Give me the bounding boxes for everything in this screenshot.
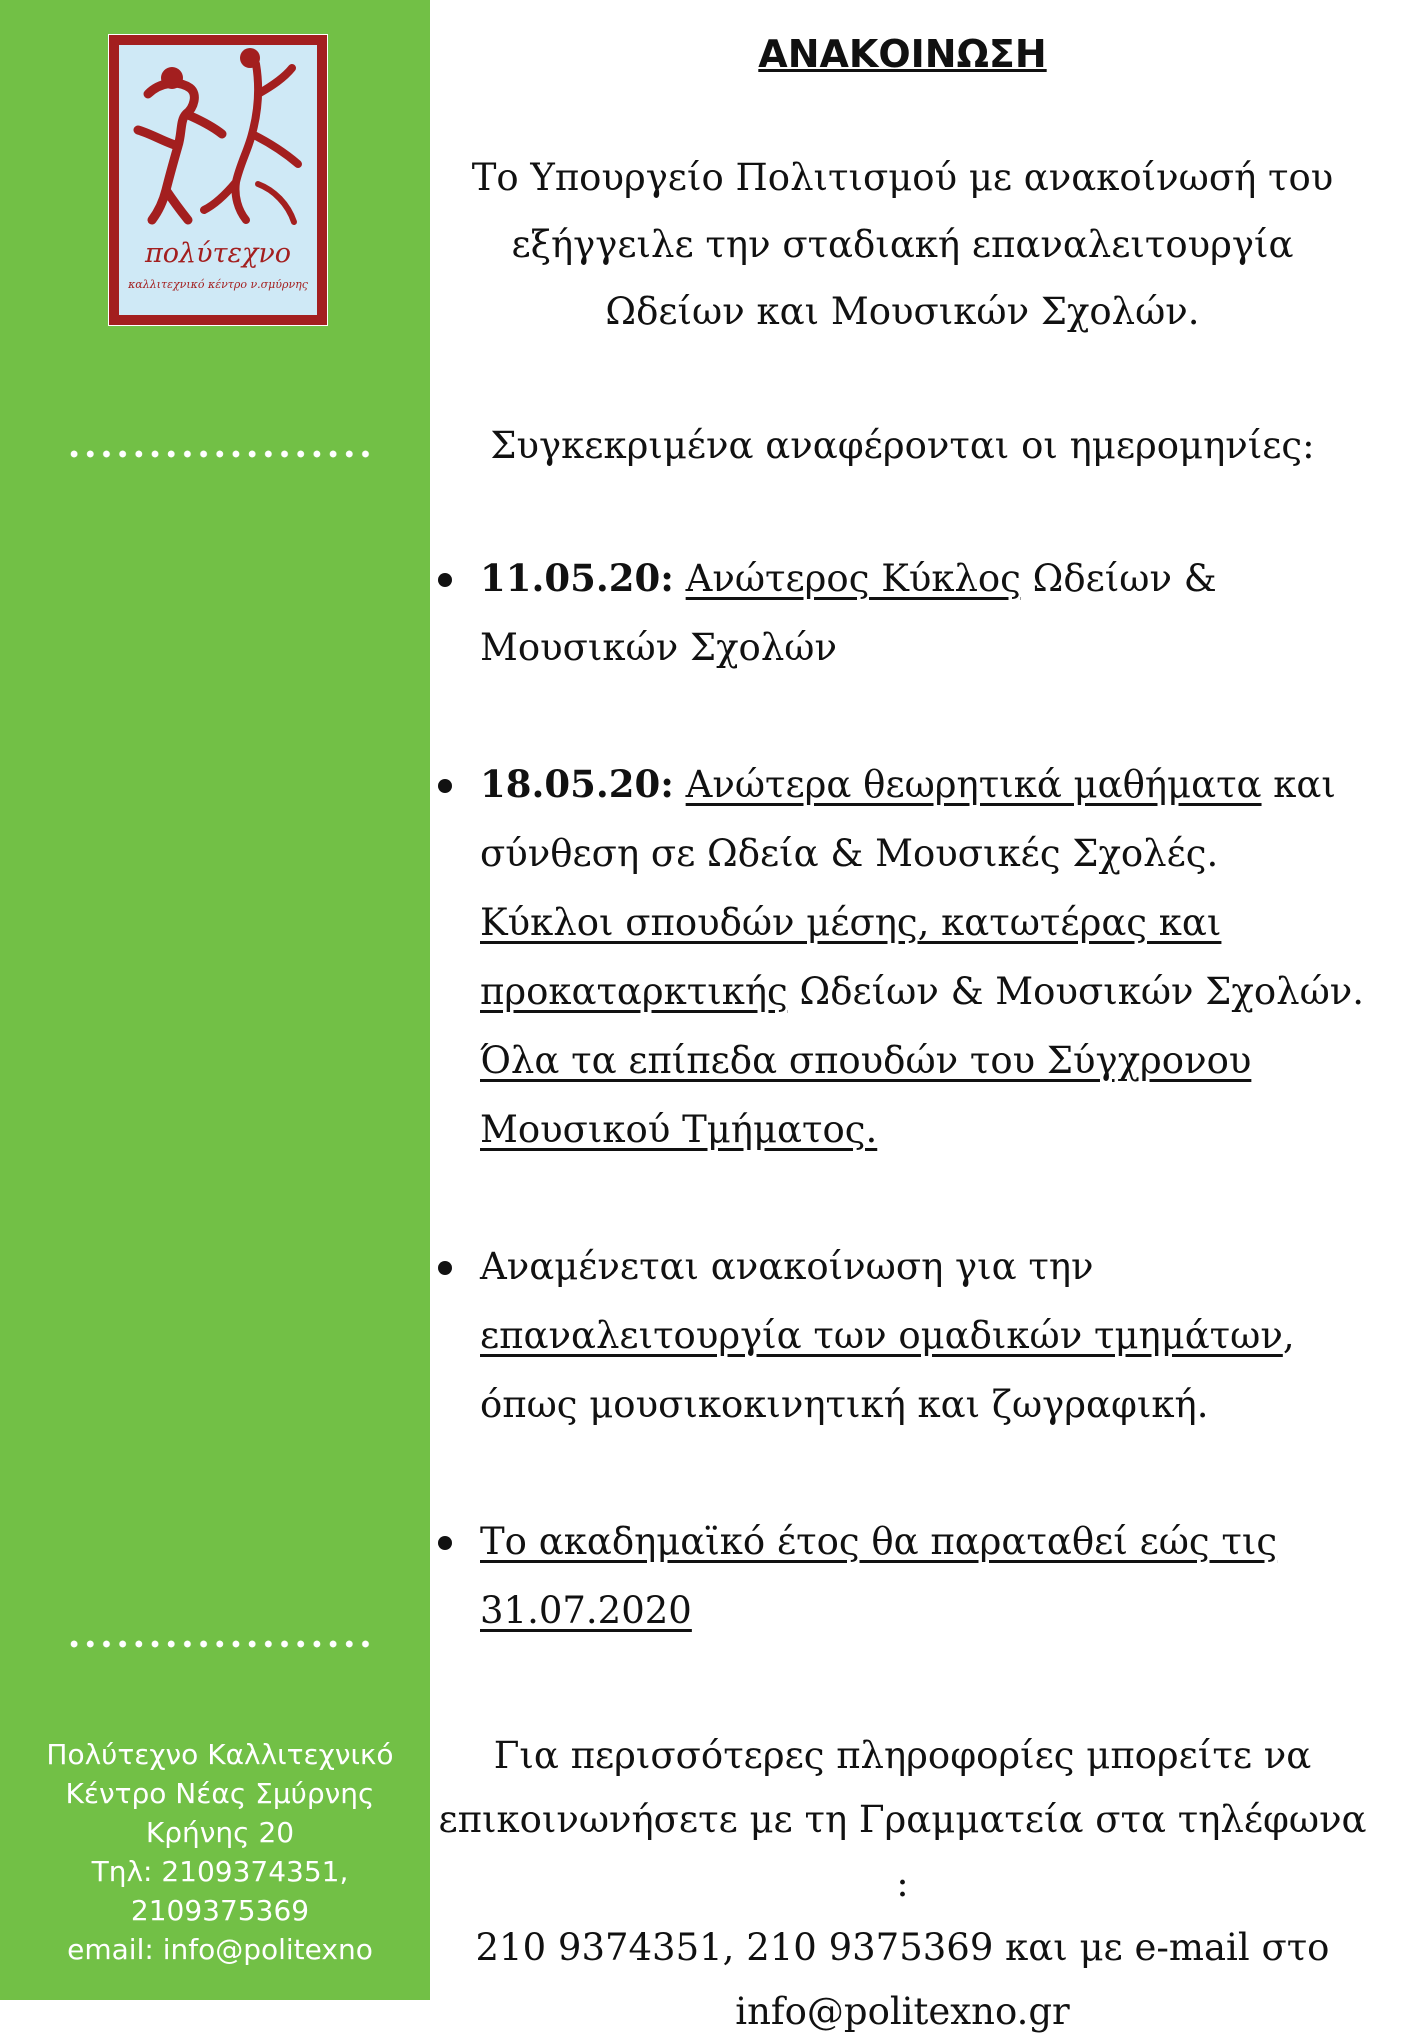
dotted-divider-bottom xyxy=(66,1640,374,1648)
dates-intro: Συγκεκριμένα αναφέρονται οι ημερομηνίες: xyxy=(490,424,1315,467)
contact-name-line1: Πολύτεχνο Καλλιτεχνικό xyxy=(46,1738,394,1771)
list-item xyxy=(430,1232,1414,1439)
item-underlined-text: προκαταρκτικής xyxy=(480,970,788,1013)
contact-address: Κρήνης 20 xyxy=(145,1816,295,1849)
dancer-logo-icon xyxy=(108,34,328,326)
list-item xyxy=(430,750,1414,1164)
intro-line: Το Υπουργείο Πολιτισμού με ανακοίνωσή του xyxy=(471,156,1334,199)
announcement-list xyxy=(430,544,1414,1713)
footer-info xyxy=(430,1724,1375,2044)
contact-phone-line2: 2109375369 xyxy=(130,1894,310,1927)
item-underlined-text: Ανώτερος Κύκλος xyxy=(685,557,1021,600)
item-underlined-text: επαναλειτουργία των ομαδικών τμημάτων xyxy=(480,1314,1283,1357)
item-text: Ωδείων & xyxy=(1020,557,1217,600)
contact-phone-line1: Τηλ: 2109374351, xyxy=(91,1855,349,1888)
item-underlined-text: Ανώτερα θεωρητικά μαθήματα xyxy=(685,763,1262,806)
politexno-logo xyxy=(108,34,328,326)
intro-line: Ωδείων και Μουσικών Σχολών. xyxy=(605,290,1200,333)
footer-email-link[interactable]: info@politexno.gr xyxy=(735,1990,1070,2033)
page-title: ΑΝΑΚΟΙΝΩΣΗ xyxy=(758,32,1047,76)
footer-line: 210 9374351, 210 9375369 και με e-mail στο xyxy=(475,1926,1330,1969)
item-text: Μουσικών Σχολών xyxy=(480,626,837,669)
logo-wordmark: πολύτεχνο xyxy=(145,238,291,269)
intro-line: εξήγγειλε την σταδιακή επαναλειτουργία xyxy=(511,223,1294,266)
announcement-body xyxy=(430,0,1414,2033)
item-text: , xyxy=(1282,1314,1295,1357)
logo-tagline: καλλιτεχνικό κέντρο ν.σμύρνης xyxy=(128,278,308,291)
item-date: 11.05.20: xyxy=(480,556,674,600)
contact-name-line2: Κέντρο Νέας Σμύρνης xyxy=(65,1777,375,1810)
item-text: και xyxy=(1261,763,1336,806)
sidebar xyxy=(0,0,430,2000)
item-underlined-text: 31.07.2020 xyxy=(480,1589,692,1632)
item-text: Αναμένεται ανακοίνωση για την xyxy=(480,1245,1094,1288)
contact-email: email: info@politexno xyxy=(67,1933,373,1966)
item-date: 18.05.20: xyxy=(480,762,674,806)
item-underlined-text: Όλα τα επίπεδα σπουδών του Σύγχρονου xyxy=(480,1039,1252,1082)
item-underlined-text: Το ακαδημαϊκό έτος θα παραταθεί εώς τις xyxy=(480,1520,1278,1563)
list-item xyxy=(430,1507,1414,1645)
dotted-divider-top xyxy=(66,450,374,458)
item-text: όπως μουσικοκινητική και ζωγραφική. xyxy=(480,1383,1209,1426)
footer-line: επικοινωνήσετε με τη Γραμματεία στα τηλέφωνα : xyxy=(438,1798,1367,1905)
contact-info xyxy=(20,1735,420,1969)
item-text: σύνθεση σε Ωδεία & Μουσικές Σχολές. xyxy=(480,832,1219,875)
item-underlined-text: Μουσικού Τμήματος. xyxy=(480,1108,878,1151)
item-underlined-text: Κύκλοι σπουδών μέσης, κατωτέρας και xyxy=(480,901,1222,944)
intro-paragraph xyxy=(430,144,1375,345)
item-text: Ωδείων & Μουσικών Σχολών. xyxy=(787,970,1364,1013)
footer-line: Για περισσότερες πληροφορίες μπορείτε να xyxy=(493,1734,1312,1777)
list-item xyxy=(430,544,1414,682)
